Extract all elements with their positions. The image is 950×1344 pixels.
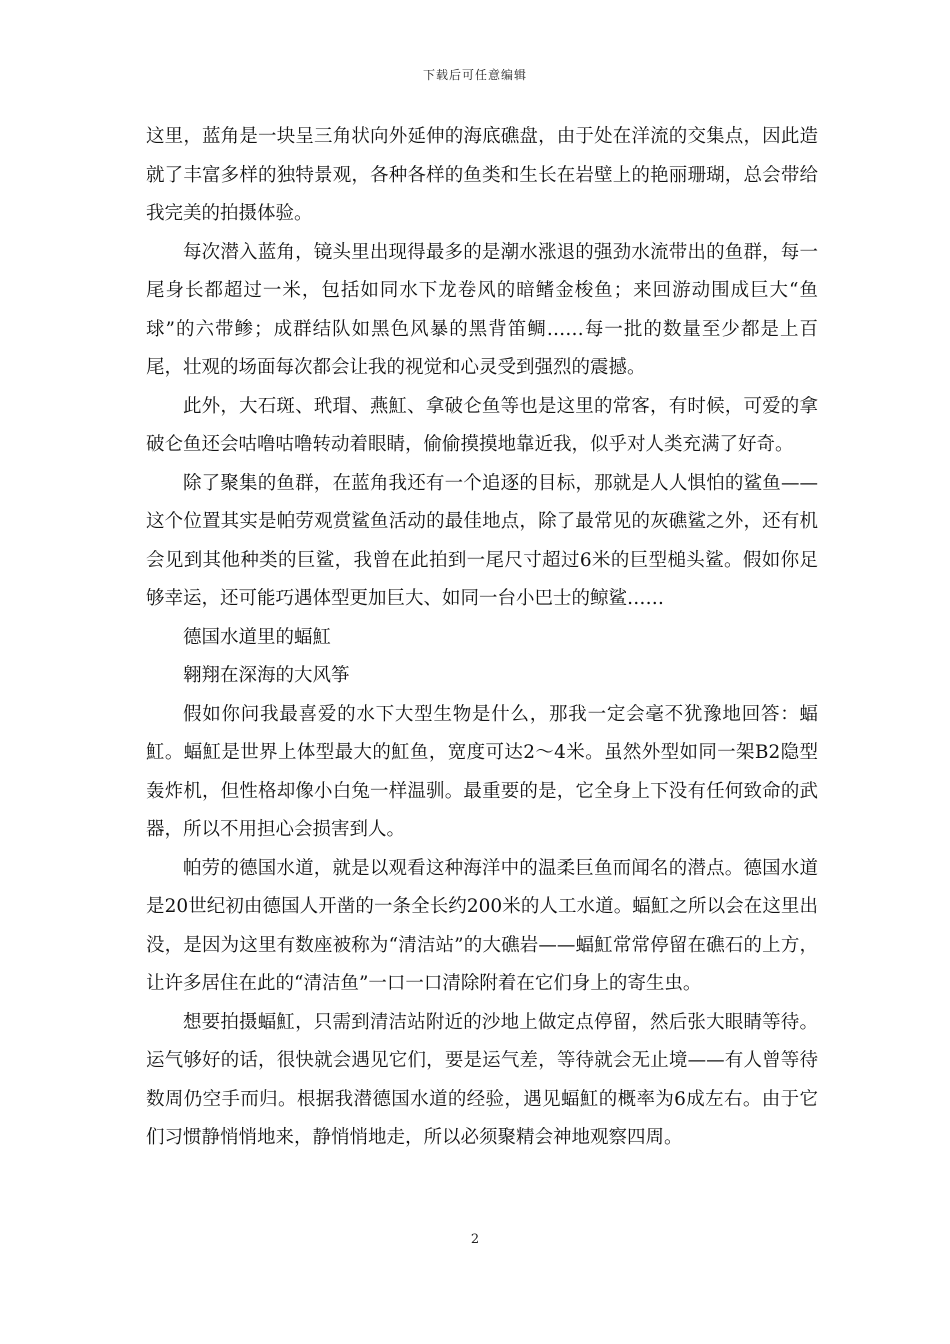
paragraph-7: 想要拍摄蝠魟，只需到清洁站附近的沙地上做定点停留，然后张大眼睛等待。运气够好的话，很快就会遇见它们，要是运气差，等待就会无止境——有人曾等待数周仍空手而归。根据我潜德国水道的经验，遇见蝠魟的概率为6成左右。由于它们习惯静悄悄地来，静悄悄地走，所以必须聚精会神地观察四周。 xyxy=(146,1011,818,1148)
section-heading: 德国水道里的蝠魟 xyxy=(183,626,332,648)
paragraph-5: 假如你问我最喜爱的水下大型生物是什么，那我一定会毫不犹豫地回答：蝠魟。蝠魟是世界上体型最大的魟鱼，宽度可达2～4米。虽然外型如同一架B2隐型轰炸机，但性格却像小白兔一样温驯。最重要的是，它全身上下没有任何致命的武器，所以不用担心会损害到人。 xyxy=(146,703,818,840)
paragraph-3: 此外，大石斑、玳瑁、燕魟、拿破仑鱼等也是这里的常客，有时候，可爱的拿破仑鱼还会咕噜咕噜转动着眼睛，偷偷摸摸地靠近我，似乎对人类充满了好奇。 xyxy=(146,395,818,455)
paragraph-1: 这里，蓝角是一块呈三角状向外延伸的海底礁盘，由于处在洋流的交集点，因此造就了丰富多样的独特景观，各种各样的鱼类和生长在岩壁上的艳丽珊瑚，总会带给我完美的拍摄体验。 xyxy=(146,126,818,224)
page-number: 2 xyxy=(470,1232,480,1247)
document-body xyxy=(146,118,818,1158)
section-subheading: 翱翔在深海的大风筝 xyxy=(183,665,350,686)
paragraph-6: 帕劳的德国水道，就是以观看这种海洋中的温柔巨鱼而闻名的潜点。德国水道是20世纪初由德国人开凿的一条全长约200米的人工水道。蝠魟之所以会在这里出没，是因为这里有数座被称为“清洁站”的大礁岩——蝠魟常常停留在礁石的上方，让许多居住在此的“清洁鱼”一口一口清除附着在它们身上的寄生虫。 xyxy=(146,857,818,994)
paragraph-2: 每次潜入蓝角，镜头里出现得最多的是潮水涨退的强劲水流带出的鱼群，每一尾身长都超过一米，包括如同水下龙卷风的暗鳍金梭鱼；来回游动围成巨大“鱼球”的六带鲹；成群结队如黑色风暴的黑背笛鲷……每一批的数量至少都是上百尾，壮观的场面每次都会让我的视觉和心灵受到强烈的震撼。 xyxy=(146,241,818,378)
page-header: 下载后可任意编辑 xyxy=(422,68,527,82)
paragraph-4: 除了聚集的鱼群，在蓝角我还有一个追逐的目标，那就是人人惧怕的鲨鱼——这个位置其实是帕劳观赏鲨鱼活动的最佳地点，除了最常见的灰礁鲨之外，还有机会见到其他种类的巨鲨，我曾在此拍到一尾尺寸超过6米的巨型槌头鲨。假如你足够幸运，还可能巧遇体型更加巨大、如同一台小巴士的鲸鲨…… xyxy=(146,472,818,609)
